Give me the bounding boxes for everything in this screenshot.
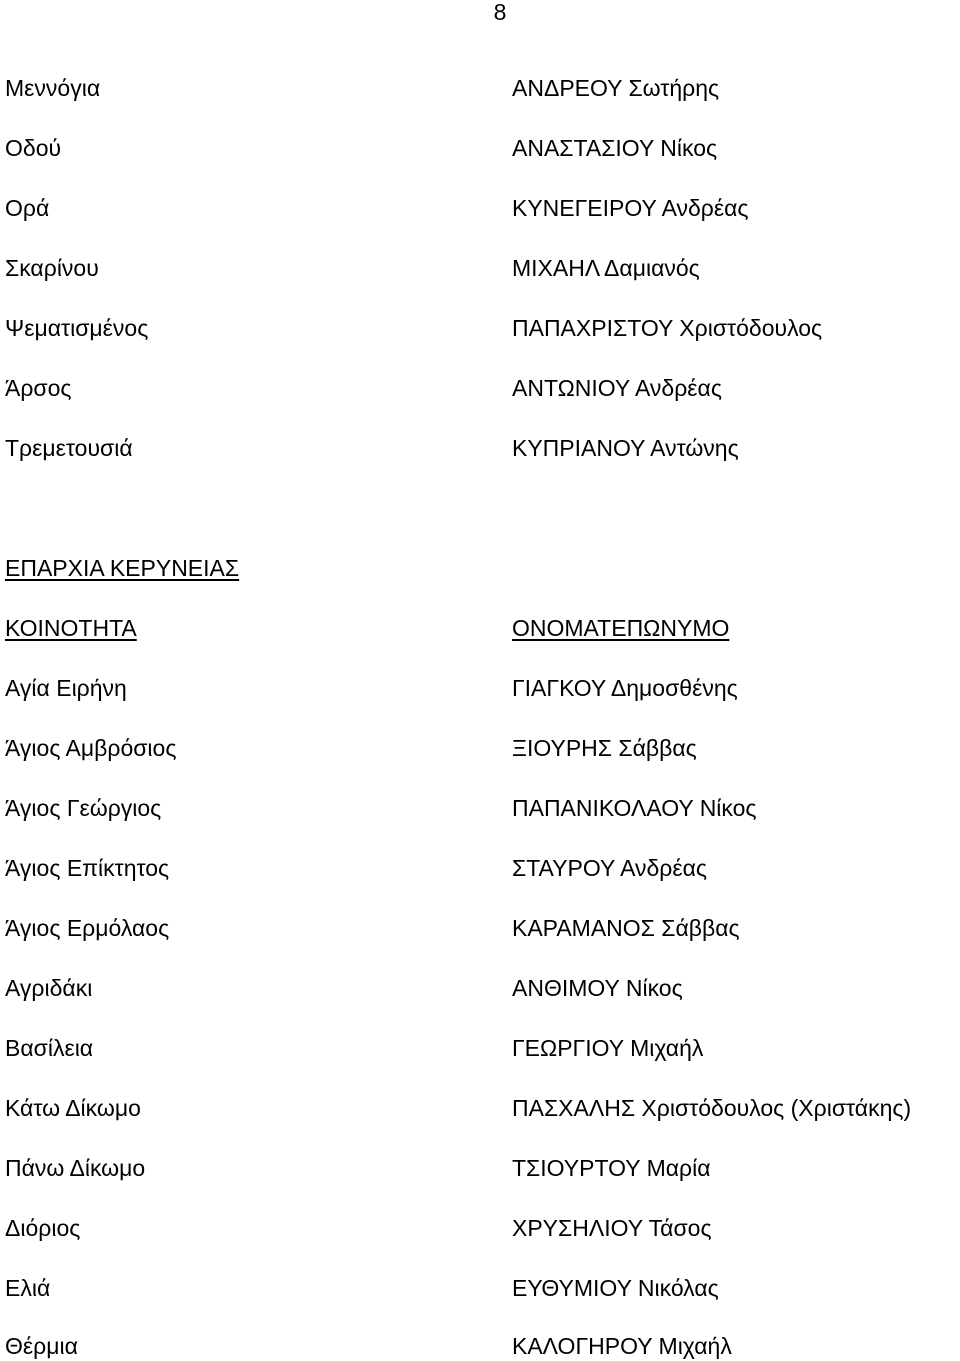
person-name: ΠΑΣΧΑΛΗΣ Χριστόδουλος (Χριστάκης) <box>512 1095 912 1121</box>
community-name: Ψεματισμένος <box>5 315 149 341</box>
community-name: Μεννόγια <box>5 75 101 101</box>
person-name: ΑΝΑΣΤΑΣΙΟΥ Νίκος <box>512 135 718 161</box>
column-header-row <box>0 613 960 643</box>
district-title-row <box>0 553 960 583</box>
community-name: Πάνω Δίκωμο <box>5 1155 146 1181</box>
table-row <box>0 373 960 403</box>
person-name: ΠΑΠΑΧΡΙΣΤΟΥ Χριστόδουλος <box>512 315 823 341</box>
person-name: ΤΣΙΟΥΡΤΟΥ Μαρία <box>512 1155 711 1181</box>
person-name: ΓΙΑΓΚΟΥ Δημοσθένης <box>512 675 738 701</box>
table-row <box>0 793 960 823</box>
person-name: ΚΑΡΑΜΑΝΟΣ Σάββας <box>512 915 740 941</box>
table-row <box>0 193 960 223</box>
table-row <box>0 73 960 103</box>
community-name: Άγιος Ερμόλαος <box>5 915 170 941</box>
person-name: ΑΝΘΙΜΟΥ Νίκος <box>512 975 683 1001</box>
community-name: Σκαρίνου <box>5 255 99 281</box>
table-row <box>0 1153 960 1183</box>
person-name: ΚΥΝΕΓΕΙΡΟΥ Ανδρέας <box>512 195 749 221</box>
community-name: Διόριος <box>5 1215 81 1241</box>
column-header-name: ΟΝΟΜΑΤΕΠΩΝΥΜΟ <box>512 615 730 641</box>
community-name: Άγιος Αμβρόσιος <box>5 735 177 761</box>
person-name: ΜΙΧΑΗΛ Δαμιανός <box>512 255 700 281</box>
table-row <box>0 433 960 463</box>
person-name: ΚΥΠΡΙΑΝΟΥ Αντώνης <box>512 435 739 461</box>
person-name: ΠΑΠΑΝΙΚΟΛΑΟΥ Νίκος <box>512 795 757 821</box>
table-row <box>0 1033 960 1063</box>
person-name: ΧΡΥΣΗΛΙΟΥ Τάσος <box>512 1215 712 1241</box>
community-name: Βασίλεια <box>5 1035 94 1061</box>
table-row <box>0 973 960 1003</box>
table-row <box>0 1093 960 1123</box>
community-name: Αγριδάκι <box>5 975 93 1001</box>
table-row <box>0 913 960 943</box>
community-name: Αγία Ειρήνη <box>5 675 127 701</box>
community-name: Άγιος Γεώργιος <box>5 795 162 821</box>
person-name: ΑΝΤΩΝΙΟΥ Ανδρέας <box>512 375 722 401</box>
person-name: ΣΤΑΥΡΟΥ Ανδρέας <box>512 855 708 881</box>
table-row <box>0 733 960 763</box>
table-row <box>0 313 960 343</box>
table-row <box>0 133 960 163</box>
person-name: ΚΑΛΟΓΗΡΟΥ Μιχαήλ <box>512 1333 732 1359</box>
community-name: Τρεμετουσιά <box>5 435 133 461</box>
table-row <box>0 673 960 703</box>
person-name: ΞΙΟΥΡΗΣ Σάββας <box>512 735 697 761</box>
person-name: ΑΝΔΡΕΟΥ Σωτήρης <box>512 75 720 101</box>
community-name: Ορά <box>5 195 50 221</box>
community-name: Θέρμια <box>5 1333 78 1359</box>
person-name: ΓΕΩΡΓΙΟΥ Μιχαήλ <box>512 1035 704 1061</box>
table-row <box>0 1331 960 1361</box>
community-name: Άγιος Επίκτητος <box>5 855 170 881</box>
page-number: 8 <box>493 0 507 25</box>
table-row <box>0 853 960 883</box>
person-name: ΕΥΘΥΜΙΟΥ Νικόλας <box>512 1275 719 1301</box>
community-name: Κάτω Δίκωμο <box>5 1095 141 1121</box>
district-title: ΕΠΑΡΧΙΑ ΚΕΡΥΝΕΙΑΣ <box>5 555 240 581</box>
community-name: Άρσος <box>5 375 72 401</box>
column-header-community: ΚΟΙΝΟΤΗΤΑ <box>5 615 137 641</box>
table-row <box>0 1213 960 1243</box>
community-name: Οδού <box>5 135 62 161</box>
table-row <box>0 1273 960 1303</box>
community-name: Ελιά <box>5 1275 51 1301</box>
table-row <box>0 253 960 283</box>
